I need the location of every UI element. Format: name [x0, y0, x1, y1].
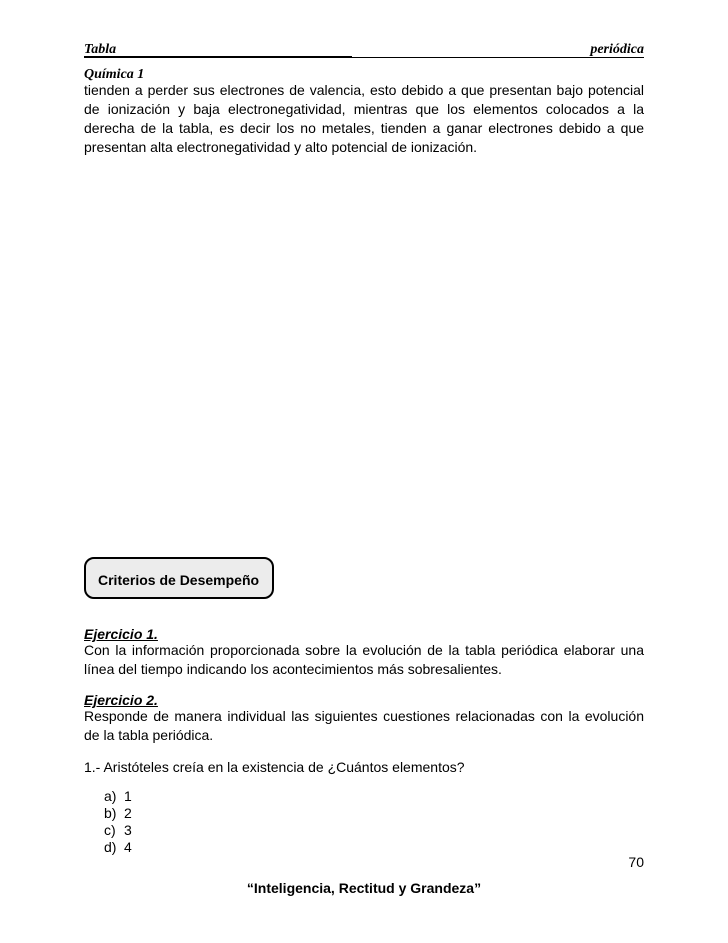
page-number: 70	[628, 854, 644, 870]
exercise-1-text: Con la información proporcionada sobre la evolución de la tabla periódica elaborar una línea del tiempo indicando los acontecimientos más sobresalientes.	[84, 642, 644, 677]
footer-motto: “Inteligencia, Rectitud y Grandeza”	[246, 880, 482, 896]
option-value: 4	[124, 839, 132, 855]
header-left-title: Tabla	[84, 42, 117, 57]
question-1: 1.- Aristóteles creía en la existencia de ¿Cuántos elementos?	[84, 759, 465, 775]
criteria-box: Criterios de Desempeño	[84, 557, 274, 599]
option-item	[104, 839, 132, 856]
exercise-2-title: Ejercicio 2.	[84, 692, 158, 708]
option-label: b)	[104, 805, 117, 821]
option-value: 3	[124, 822, 132, 838]
option-item	[104, 822, 132, 839]
exercise-1-title: Ejercicio 1.	[84, 626, 158, 642]
option-value: 1	[124, 788, 132, 804]
page-header	[84, 42, 644, 60]
subject-title: Química 1	[84, 67, 145, 82]
intro-paragraph: tienden a perder sus electrones de valencia, esto debido a que presentan bajo potencial de ionización y baja electronegatividad, mientras que los elementos colocados a la derecha de la tabla, es decir los no metales, tienden a ganar electrones debido a que presentan alta electronegatividad y alto potencial de ionización.	[84, 82, 644, 155]
header-rule	[84, 57, 644, 58]
option-label: d)	[104, 839, 117, 855]
exercise-2-text: Responde de manera individual las siguientes cuestiones relacionadas con la evolución de la tabla periódica.	[84, 708, 644, 743]
option-item	[104, 788, 132, 805]
option-label: c)	[104, 822, 116, 838]
question-1-options	[104, 788, 132, 856]
header-right-title: periódica	[590, 42, 644, 57]
option-label: a)	[104, 788, 117, 804]
option-item	[104, 805, 132, 822]
option-value: 2	[124, 805, 132, 821]
